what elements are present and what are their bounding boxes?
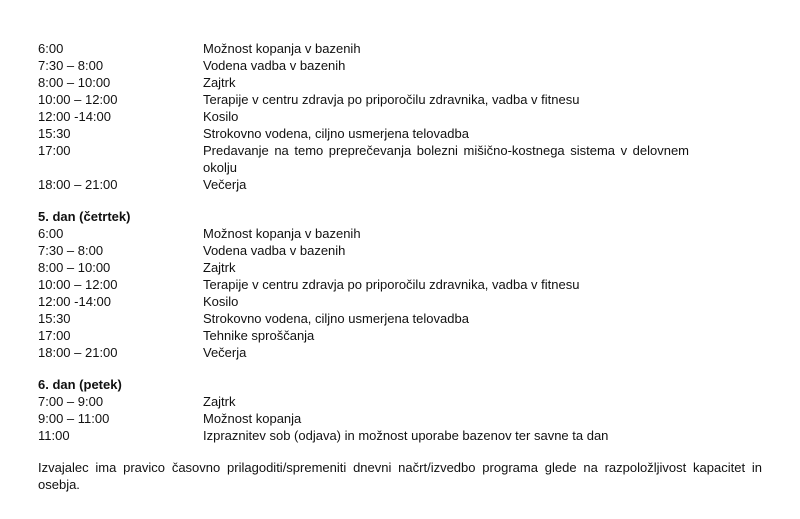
time: 15:30 bbox=[38, 311, 71, 326]
activity: Kosilo bbox=[203, 109, 239, 124]
time: 18:00 – 21:00 bbox=[38, 345, 118, 360]
activity: Zajtrk bbox=[203, 75, 236, 90]
schedule-row bbox=[38, 427, 762, 444]
schedule-row bbox=[38, 74, 762, 91]
schedule-row bbox=[38, 410, 762, 427]
schedule-row bbox=[38, 242, 762, 259]
activity: Izpraznitev sob (odjava) in možnost uporabe bazenov ter savne ta dan bbox=[203, 428, 609, 443]
schedule-day-5 bbox=[38, 208, 762, 361]
day-heading: 6. dan (petek) bbox=[38, 377, 122, 392]
schedule-row bbox=[38, 259, 762, 276]
schedule-row bbox=[38, 293, 762, 310]
activity: Strokovno vodena, ciljno usmerjena telovadba bbox=[203, 311, 469, 326]
schedule-day-6 bbox=[38, 376, 762, 444]
time: 10:00 – 12:00 bbox=[38, 277, 118, 292]
schedule-row bbox=[38, 91, 762, 108]
time: 17:00 bbox=[38, 328, 71, 343]
schedule-row bbox=[38, 276, 762, 293]
time: 17:00 bbox=[38, 143, 71, 158]
time: 7:30 – 8:00 bbox=[38, 243, 104, 258]
time: 18:00 – 21:00 bbox=[38, 177, 118, 192]
schedule-row bbox=[38, 225, 762, 242]
time: 9:00 – 11:00 bbox=[38, 411, 110, 426]
activity: Možnost kopanja v bazenih bbox=[203, 226, 361, 241]
activity: Zajtrk bbox=[203, 394, 236, 409]
time: 8:00 – 10:00 bbox=[38, 75, 111, 90]
time: 11:00 bbox=[38, 428, 70, 443]
schedule-row bbox=[38, 344, 762, 361]
activity: Kosilo bbox=[203, 294, 239, 309]
schedule-row bbox=[38, 125, 762, 142]
activity: Strokovno vodena, ciljno usmerjena telovadba bbox=[203, 126, 469, 141]
schedule-row bbox=[38, 142, 762, 176]
schedule-row bbox=[38, 327, 762, 344]
activity: Terapije v centru zdravja po priporočilu zdravnika, vadba v fitnesu bbox=[203, 277, 580, 292]
time: 8:00 – 10:00 bbox=[38, 260, 111, 275]
time: 15:30 bbox=[38, 126, 71, 141]
schedule-row bbox=[38, 40, 762, 57]
schedule-row bbox=[38, 176, 762, 193]
activity: Vodena vadba v bazenih bbox=[203, 58, 346, 73]
time: 12:00 -14:00 bbox=[38, 294, 112, 309]
activity: Predavanje na temo preprečevanja bolezni mišično-kostnega sistema v delovnem okolju bbox=[203, 143, 689, 175]
time: 7:30 – 8:00 bbox=[38, 58, 104, 73]
schedule-row bbox=[38, 108, 762, 125]
activity: Večerja bbox=[203, 345, 247, 360]
schedule-row bbox=[38, 57, 762, 74]
schedule-row bbox=[38, 310, 762, 327]
schedule-day-4 bbox=[38, 40, 762, 193]
activity: Vodena vadba v bazenih bbox=[203, 243, 346, 258]
activity: Terapije v centru zdravja po priporočilu zdravnika, vadba v fitnesu bbox=[203, 92, 580, 107]
activity: Tehnike sproščanja bbox=[203, 328, 315, 343]
footer-note: Izvajalec ima pravico časovno prilagoditi/spremeniti dnevni načrt/izvedbo programa glede na razpoložljivost kapacitet in osebja. bbox=[38, 460, 762, 492]
time: 10:00 – 12:00 bbox=[38, 92, 118, 107]
time: 12:00 -14:00 bbox=[38, 109, 112, 124]
time: 6:00 bbox=[38, 41, 64, 56]
activity: Možnost kopanja v bazenih bbox=[203, 41, 361, 56]
time: 7:00 – 9:00 bbox=[38, 394, 104, 409]
day-heading: 5. dan (četrtek) bbox=[38, 209, 131, 224]
activity: Možnost kopanja bbox=[203, 411, 302, 426]
time: 6:00 bbox=[38, 226, 64, 241]
schedule-row bbox=[38, 393, 762, 410]
activity: Večerja bbox=[203, 177, 247, 192]
activity: Zajtrk bbox=[203, 260, 236, 275]
